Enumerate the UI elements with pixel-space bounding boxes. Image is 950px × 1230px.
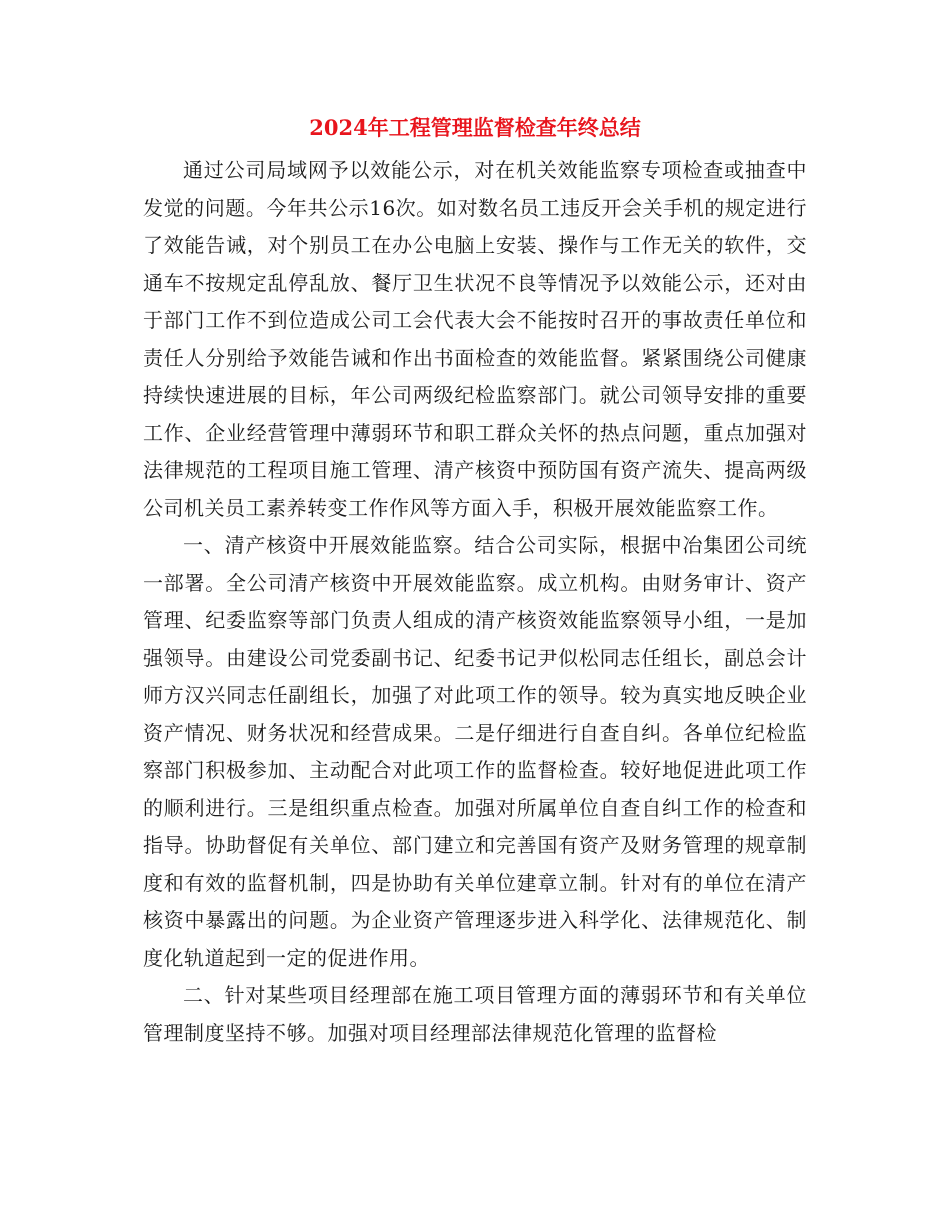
paragraph-intro: 通过公司局域网予以效能公示，对在机关效能监察专项检查或抽查中发觉的问题。今年共公示16次。如对数名员工违反开会关手机的规定进行了效能告诫，对个别员工在办公电脑上安装、操作与工作无关的软件，交通车不按规定乱停乱放、餐厅卫生状况不良等情况予以效能公示，还对由于部门工作不到位造成公司工会代表大会不能按时召开的事故责任单位和责任人分别给予效能告诫和作出书面检查的效能监督。紧紧围绕公司健康持续快速进展的目标，年公司两级纪检监察部门。就公司领导安排的重要工作、企业经营管理中薄弱环节和职工群众关怀的热点问题，重点加强对法律规范的工程项目施工管理、清产核资中预防国有资产流失、提高两级公司机关员工素养转变工作作风等方面入手，积极开展效能监察工作。 — [143, 158, 807, 520]
paragraph-section-2: 二、针对某些项目经理部在施工项目管理方面的薄弱环节和有关单位管理制度坚持不够。加强对项目经理部法律规范化管理的监督检 — [143, 983, 807, 1045]
document-body — [143, 152, 807, 1052]
paragraph-section-1: 一、清产核资中开展效能监察。结合公司实际，根据中冶集团公司统一部署。全公司清产核资中开展效能监察。成立机构。由财务审计、资产管理、纪委监察等部门负责人组成的清产核资效能监察领导小组，一是加强领导。由建设公司党委副书记、纪委书记尹似松同志任组长，副总会计师方汉兴同志任副组长，加强了对此项工作的领导。较为真实地反映企业资产情况、财务状况和经营成果。二是仔细进行自查自纠。各单位纪检监察部门积极参加、主动配合对此项工作的监督检查。较好地促进此项工作的顺利进行。三是组织重点检查。加强对所属单位自查自纠工作的检查和指导。协助督促有关单位、部门建立和完善国有资产及财务管理的规章制度和有效的监督机制，四是协助有关单位建章立制。针对有的单位在清产核资中暴露出的问题。为企业资产管理逐步进入科学化、法律规范化、制度化轨道起到一定的促进作用。 — [143, 533, 807, 970]
document-title: 2024年工程管理监督检查年终总结 — [309, 115, 641, 140]
